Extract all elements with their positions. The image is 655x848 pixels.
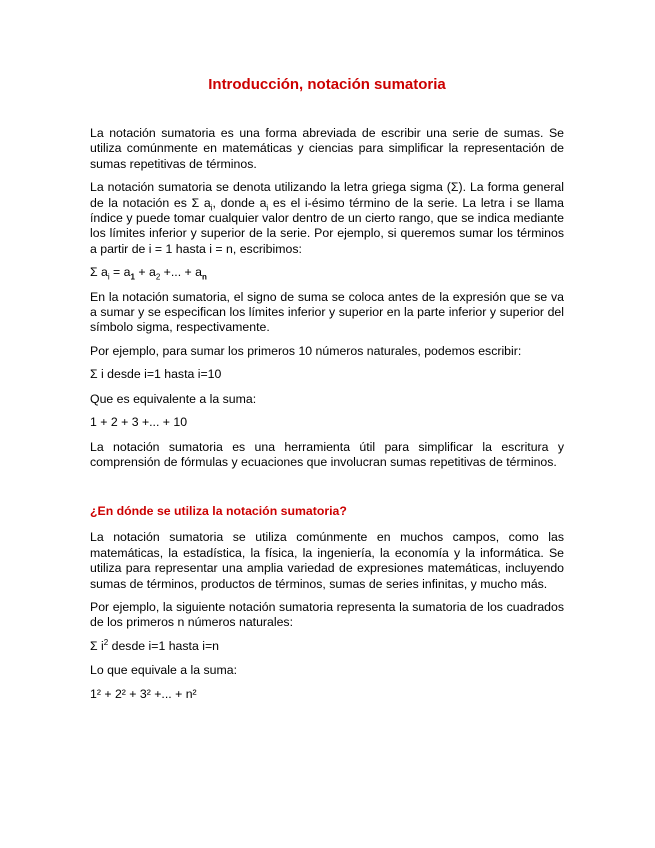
p2-text-c: es el i-ésimo término de la serie. La letra i se llama índice y puede tomar cualquier valor dentro de un cierto rango, que se indica mediante los límites inferior y superior de la serie. Por ejemplo, si queremos sumar los términos a partir de i = 1 hasta i = n, escribimos: [90,195,564,256]
sum-expansion-10: 1 + 2 + 3 +... + 10 [90,415,188,430]
squares-sup: 2 [103,637,109,647]
sum-formula-general [90,265,564,280]
formula-lead: Σ a [90,265,108,280]
intro-paragraph-5: Que es equivalente a la suma: [90,391,257,406]
sum-formula-squares [90,639,564,654]
usage-paragraph-3: Lo que equivale a la suma: [90,663,237,678]
page-title: Introducción, notación sumatoria [208,76,446,93]
p2-subscript-i-2: i [266,203,269,213]
formula-eq: = a [109,265,131,280]
intro-paragraph-6: La notación sumatoria es una herramienta útil para simplificar la escritura y comprensión de fórmulas y ecuaciones que involucran sumas repetitivas de términos. [90,439,564,469]
formula-sub-2: 2 [155,272,161,282]
p2-text-b: , donde a [212,195,267,210]
section-heading-usage: ¿En dónde se utiliza la notación sumatoria? [90,504,347,519]
intro-paragraph-1: La notación sumatoria es una forma abreviada de escribir una serie de sumas. Se utiliza comúnmente en matemáticas y ciencias para simplificar la representación de sumas repetitivas de términos. [90,126,564,171]
p2-subscript-i: i [210,203,213,213]
formula-dots: +... + a [160,265,202,280]
intro-paragraph-2 [90,180,564,257]
document-body [90,126,564,711]
usage-paragraph-1: La notación sumatoria se utiliza comúnmente en muchos campos, como las matemáticas, la estadística, la física, la ingeniería, la economía y la informática. Se utiliza para representar una amplia variedad de expresiones matemáticas, incluyendo sumas de términos, productos de términos, sumas de series infinitas, y mucho más. [90,530,564,591]
formula-sub-n: n [201,272,207,282]
intro-paragraph-4: Por ejemplo, para sumar los primeros 10 números naturales, podemos escribir: [90,343,522,358]
formula-sub-1: 1 [130,272,135,282]
intro-paragraph-3: En la notación sumatoria, el signo de suma se coloca antes de la expresión que se va a sumar y se especifican los límites inferior y superior en la parte inferior y superior del símbolo sigma, respectivamente. [90,289,564,335]
squares-rest: desde i=1 hasta i=n [108,638,219,653]
usage-paragraph-2: Por ejemplo, la siguiente notación sumatoria representa la sumatoria de los cuadrados de los primeros n números naturales: [90,599,564,630]
formula-sub-i: i [107,272,110,282]
sum-expansion-squares: 1² + 2² + 3² +... + n² [90,686,197,701]
formula-plus: + a [134,265,156,280]
p2-text-a: La notación sumatoria se denota utilizando la letra griega sigma (Σ). La forma general de la notación es Σ a [90,180,564,210]
squares-lead: Σ i [90,638,104,653]
sum-formula-10: Σ i desde i=1 hasta i=10 [90,367,222,382]
